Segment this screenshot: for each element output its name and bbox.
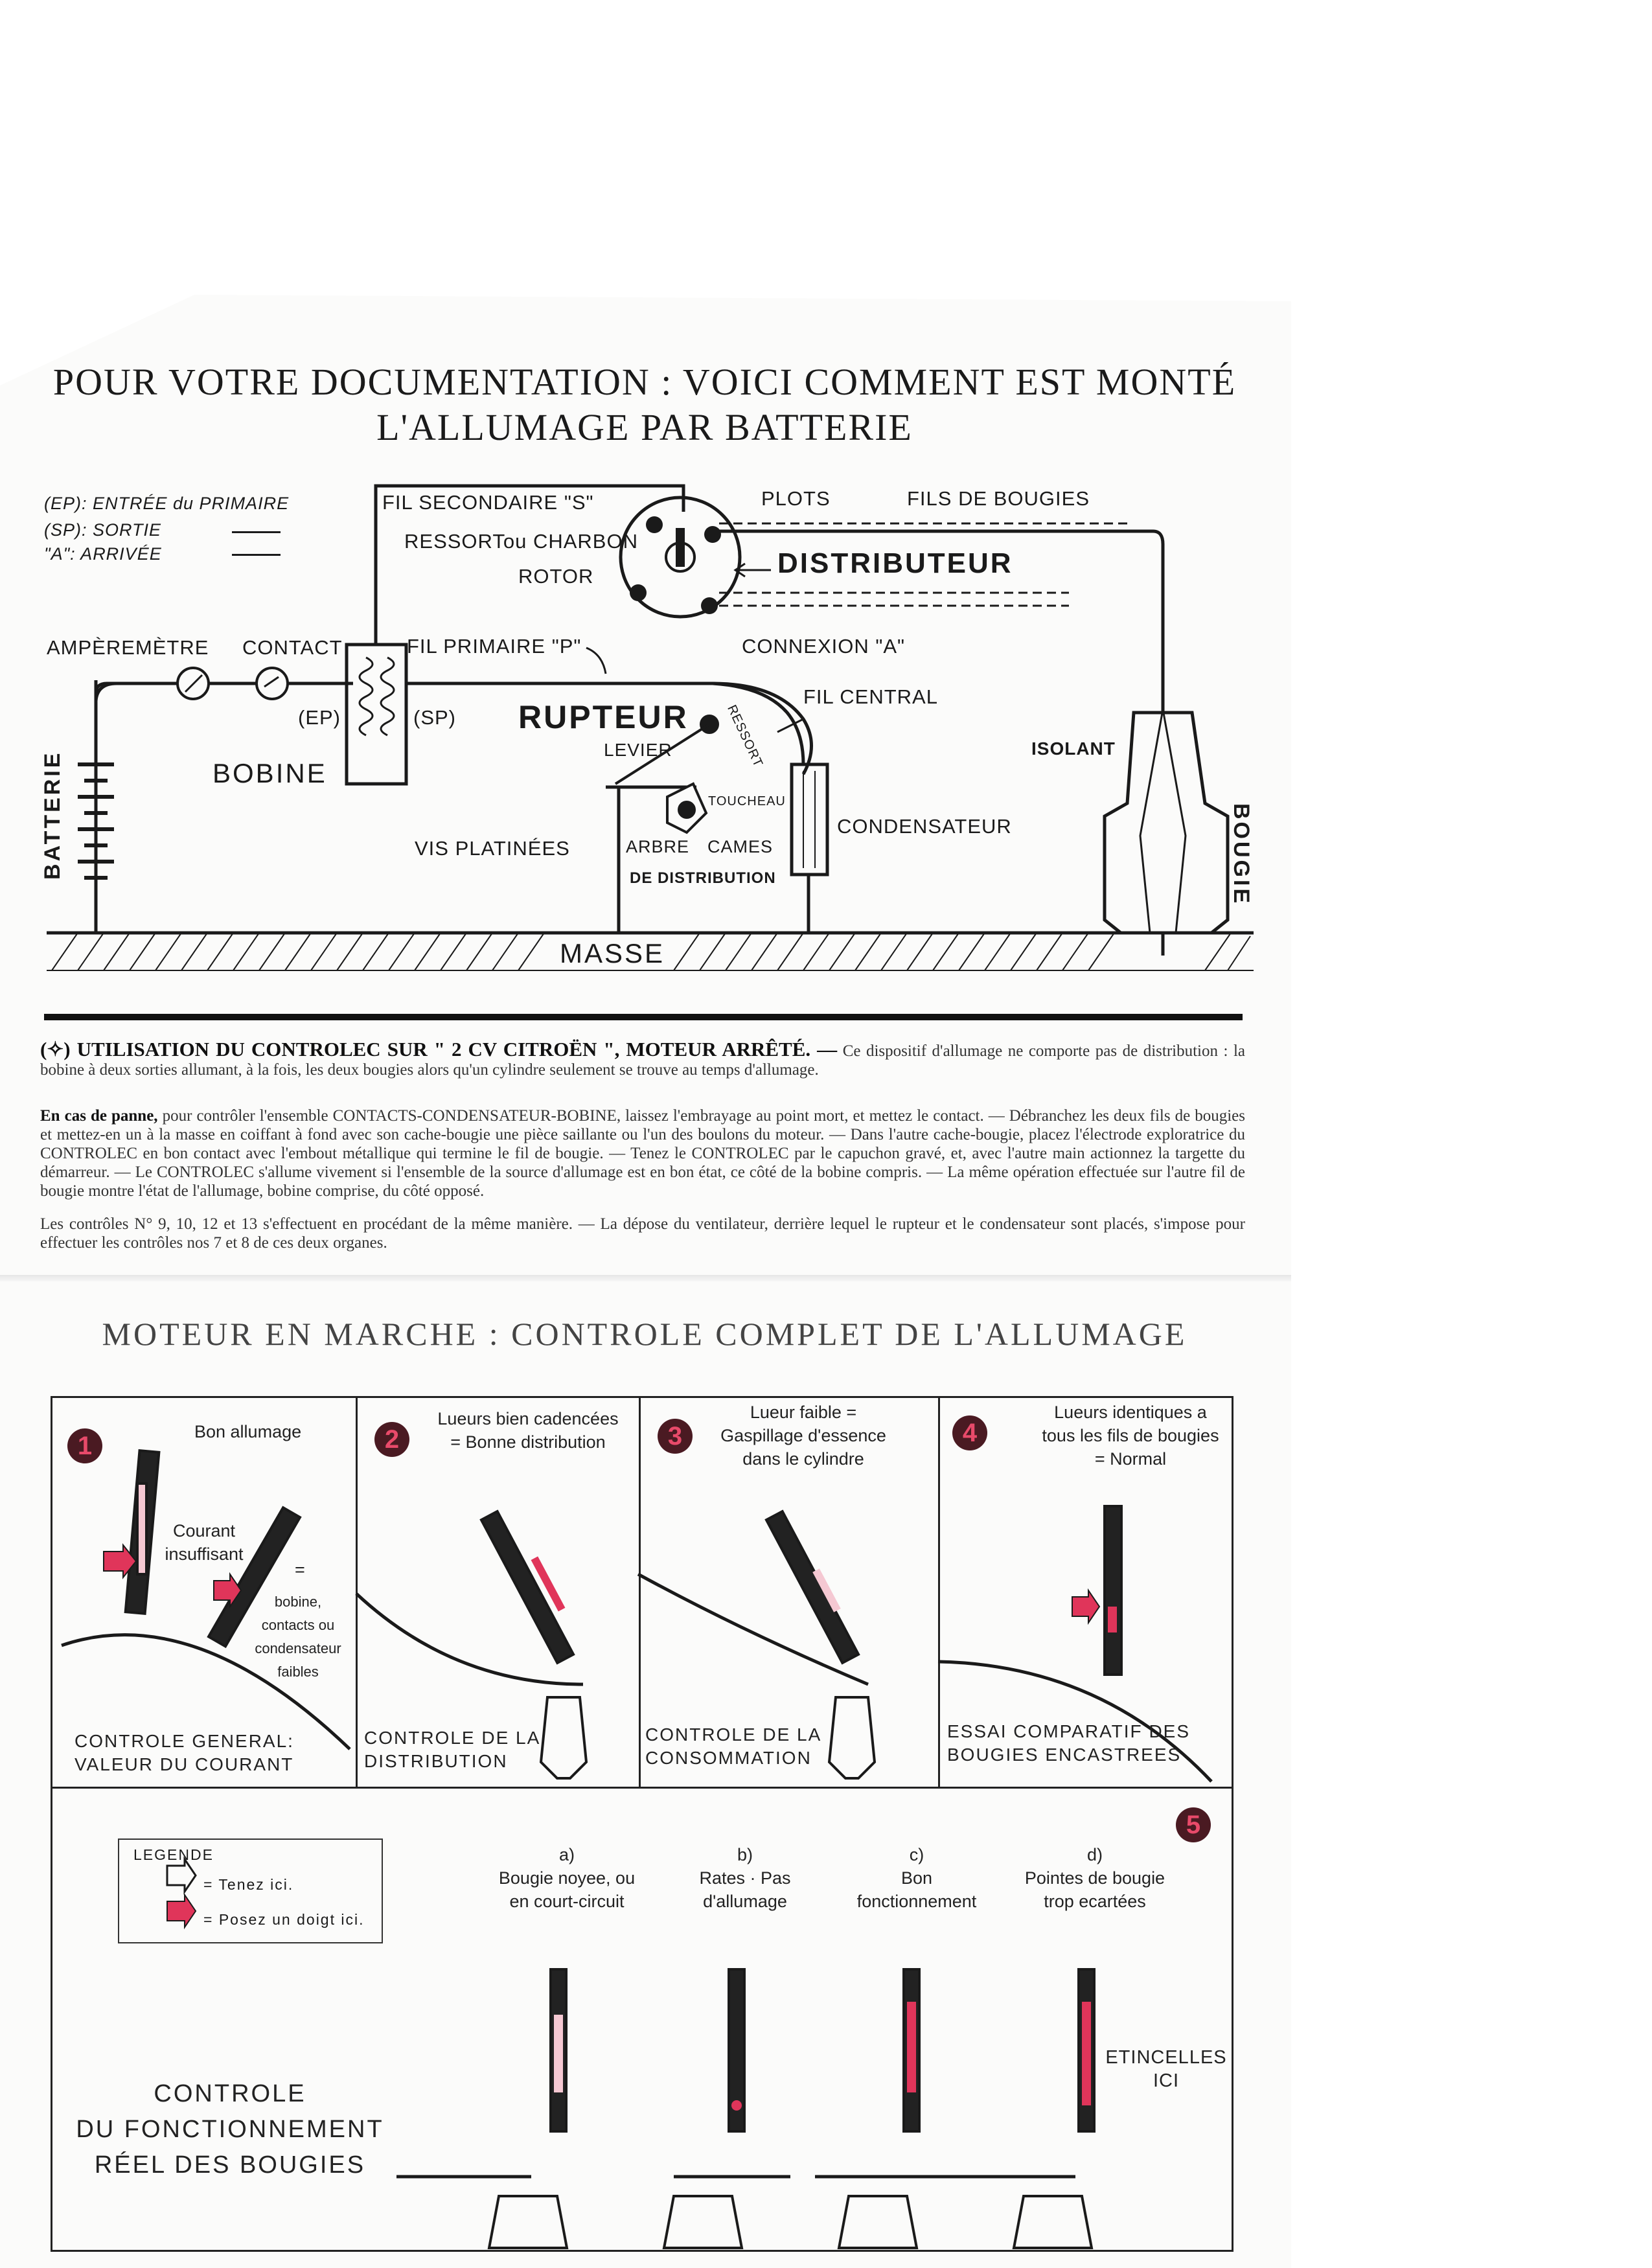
legend-ep: (EP): ENTRÉE du PRIMAIRE [44,494,290,513]
label-distributeur: DISTRIBUTEUR [777,547,1013,579]
label-bobine: BOBINE [212,758,327,788]
label-fils-bougies: FILS DE BOUGIES [907,487,1090,510]
panel4-caption: Lueurs identiques a tous les fils de bougies = Normal [1042,1403,1219,1469]
label-de-distribution: DE DISTRIBUTION [630,869,776,887]
panel1-note2: bobine, contacts ou condensateur faibles [255,1594,341,1680]
label-sp: (SP) [413,706,456,729]
legend-box [118,1838,383,1943]
label-fil-central: FIL CENTRAL [803,685,938,708]
page-title: POUR VOTRE DOCUMENTATION : VOICI COMMENT EST MONTÉ L'ALLUMAGE PAR BATTERIE [52,361,1237,448]
legend-finger: = Posez un doigt ici. [203,1911,365,1928]
paragraph-controles: Les contrôles N° 9, 10, 12 et 13 s'effectuent en procédant de la même manière. — La dépose du ventilateur, derrière lequel le rupteur et le condensateur sont placés, s'impose pour effectuer les contrôles nos 7 et 8 de ces deux organes. [40,1215,1245,1252]
label-masse: MASSE [556,938,669,969]
panel1-note1: Courant insuffisant [165,1521,244,1564]
label-fil-secondaire: FIL SECONDAIRE "S" [382,491,594,514]
panel3-footer: CONTROLE DE LA CONSOMMATION [645,1724,822,1768]
label-vis-platinees: VIS PLATINÉES [415,837,570,860]
label-rupteur: RUPTEUR [518,699,689,735]
label-connexion: CONNEXION "A" [742,635,906,658]
paragraph-panne: En cas de panne, pour contrôler l'ensemble CONTACTS-CONDENSATEUR-BOBINE, laissez l'embrayage au point mort, et mettez le contact. — Débranchez les deux fils de bougies et mettez-en un à la masse en coiffant à fond avec son cache-bougie une pièce saillante ou l'un des boulons du moteur. — Dans l'autre cache-bougie, placez l'électrode exploratrice du CONTROLEC en bon contact avec l'embout métallique qui termine le fil de bougie. — Tenez le CONTROLEC par le capuchon gravé, et, avec l'autre main actionnez la targette du démarreur. — Le CONTROLEC s'allume vivement si l'ensemble de la source d'allumage est en bon état, ce côté de la bobine compris. — La même opération effectuée sur l'autre fil de bougie montre l'état de l'allumage, bobine comprise, du côté opposé. [40,1107,1245,1200]
label-levier: LEVIER [604,740,672,760]
label-batterie: BATTERIE [40,750,65,880]
panel5-b: b) Rates · Pas d'allumage [699,1845,791,1911]
panel-number-2: 2 [374,1422,409,1457]
panel-number-1: 1 [67,1428,102,1463]
label-contact: CONTACT [242,636,343,659]
panel-number-3: 3 [658,1419,693,1454]
legend-sp: (SP): SORTIE [44,520,162,540]
label-arbre: ARBRE [626,837,690,856]
legend-title: LEGENDE [133,1846,214,1863]
paragraph-2cv: (✧) UTILISATION DU CONTROLEC SUR " 2 CV CITROËN ", MOTEUR ARRÊTÉ. — Ce dispositif d'allumage ne comporte pas de distribution : la bobine à deux sorties allumant, à la fois, les deux bougies alors qu'un cylindre seulement se trouve au temps d'allumage. [40,1038,1246,1079]
label-cames: CAMES [707,837,774,856]
panel4-footer: ESSAI COMPARATIF DES BOUGIES ENCASTREES [947,1721,1191,1765]
panel1-footer: CONTROLE GENERAL: VALEUR DU COURANT [75,1731,294,1774]
panel1-eq: = [295,1560,305,1579]
label-rotor: ROTOR [518,565,594,588]
panel-number-5: 5 [1176,1807,1211,1842]
panel5-c: c) Bon fonctionnement [856,1845,977,1911]
panel5-d: d) Pointes de bougie trop ecartées [1024,1845,1165,1911]
label-amperemetre: AMPÈREMÈTRE [47,636,209,659]
panel1-caption: Bon allumage [194,1422,302,1441]
panel5-footer: CONTROLE DU FONCTIONNEMENT RÉEL DES BOUGIES [76,2080,384,2179]
panel2-footer: CONTROLE DE LA DISTRIBUTION [364,1728,541,1771]
label-ressort: RESSORTou CHARBON [404,530,638,553]
label-toucheau: TOUCHEAU [708,794,786,808]
legend-a: "A": ARRIVÉE [44,544,162,564]
label-isolant: ISOLANT [1031,739,1116,759]
panel2-caption: Lueurs bien cadencées = Bonne distribution [437,1409,619,1452]
panel5-a: a) Bougie noyee, ou en court-circuit [498,1845,636,1911]
panel-number-4: 4 [952,1415,987,1450]
label-condensateur: CONDENSATEUR [837,815,1012,838]
label-fil-primaire: FIL PRIMAIRE "P" [407,635,582,658]
label-ep: (EP) [298,706,341,729]
label-plots: PLOTS [761,487,831,510]
label-bougie: BOUGIE [1229,803,1254,906]
panel5-etincelles: ETINCELLES ICI [1105,2047,1227,2091]
panel3-caption: Lueur faible = Gaspillage d'essence dans le cylindre [720,1403,886,1469]
label-ressort-small: RESSORT [724,703,766,770]
section2-title: MOTEUR EN MARCHE : CONTROLE COMPLET DE L'ALLUMAGE [102,1316,1187,1352]
legend-hold: = Tenez ici. [203,1876,294,1893]
